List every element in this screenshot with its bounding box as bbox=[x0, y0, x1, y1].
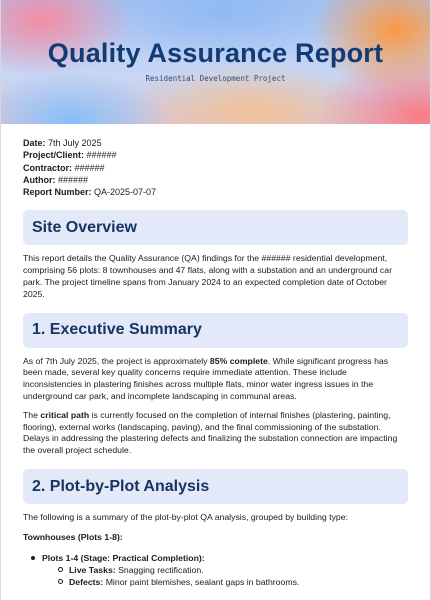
meta-project-client bbox=[23, 149, 408, 161]
header-banner bbox=[1, 0, 430, 124]
report-metadata bbox=[23, 137, 408, 198]
text-run: is currently focused on the completion of internal finishes (plastering, painting, flooring), external works (landscaping, paving), and the final commissioning of the substation. Delays in addressing the plastering defects and finalizing the substation connection are impacting the overall project schedule. bbox=[23, 409, 398, 456]
executive-summary-paragraph-2 bbox=[23, 410, 408, 457]
meta-value: QA-2025-07-07 bbox=[94, 187, 157, 198]
meta-contractor bbox=[23, 162, 408, 174]
sub-item-label: Live Tasks: bbox=[69, 564, 116, 575]
text-run: The bbox=[23, 409, 41, 420]
report-title: Quality Assurance Report bbox=[47, 38, 384, 68]
site-overview-text: This report details the Quality Assurance (QA) findings for the ###### residential development, comprising 56 plots: 8 townhouses and 47 flats, along with a substation and an underground car park. The project timeline spans from January 2024 to an expected completion date of October 2025. bbox=[23, 253, 392, 299]
section-heading: 1. Executive Summary bbox=[32, 321, 202, 339]
meta-label: Date: bbox=[23, 138, 46, 148]
townhouses-subheading: Townhouses (Plots 1-8): bbox=[23, 531, 123, 542]
meta-value: ###### bbox=[58, 174, 89, 185]
list-item bbox=[31, 552, 408, 588]
section-executive-summary bbox=[23, 313, 408, 348]
meta-label: Report Number: bbox=[23, 187, 92, 198]
sub-item-text: Minor paint blemishes, sealant gaps in bathrooms. bbox=[103, 576, 300, 587]
text-run: As of 7th July 2025, the project is approximately bbox=[23, 355, 210, 366]
meta-author bbox=[23, 174, 408, 186]
meta-value: 7th July 2025 bbox=[48, 138, 102, 148]
sub-item-text: Snagging rectification. bbox=[115, 564, 204, 575]
emphasis-text: 85% complete bbox=[209, 355, 268, 366]
meta-label: Project/Client: bbox=[23, 150, 85, 161]
report-content bbox=[1, 124, 430, 588]
section-site-overview bbox=[23, 210, 408, 245]
meta-report-number bbox=[23, 186, 408, 198]
emphasis-text: critical path bbox=[40, 409, 90, 420]
section-heading: Site Overview bbox=[32, 218, 137, 236]
meta-label: Contractor: bbox=[23, 162, 72, 173]
list-item bbox=[58, 564, 408, 576]
section-heading: 2. Plot-by-Plot Analysis bbox=[32, 477, 210, 495]
plot-sub-list bbox=[42, 564, 408, 588]
plot-analysis-intro: The following is a summary of the plot-by-plot QA analysis, grouped by building type: bbox=[23, 512, 348, 523]
meta-value: ###### bbox=[86, 150, 117, 161]
meta-date bbox=[23, 137, 408, 149]
plot-list bbox=[23, 552, 408, 588]
text-run: . While significant progress has been made, several key quality concerns require immediate attention. These include inconsistencies in plastering finishes across multiple flats, minor water ingress issues in the underground car park, and incomplete landscaping in communal areas. bbox=[23, 355, 389, 402]
report-subtitle: Residential Development Project bbox=[145, 74, 286, 83]
sub-item-label: Defects: bbox=[69, 576, 104, 587]
list-item bbox=[58, 576, 408, 588]
meta-value: ###### bbox=[74, 162, 105, 173]
section-plot-analysis bbox=[23, 469, 408, 504]
plot-item-title: Plots 1-4 (Stage: Practical Completion): bbox=[42, 552, 205, 563]
meta-label: Author: bbox=[23, 174, 56, 185]
executive-summary-paragraph-1 bbox=[23, 356, 408, 403]
